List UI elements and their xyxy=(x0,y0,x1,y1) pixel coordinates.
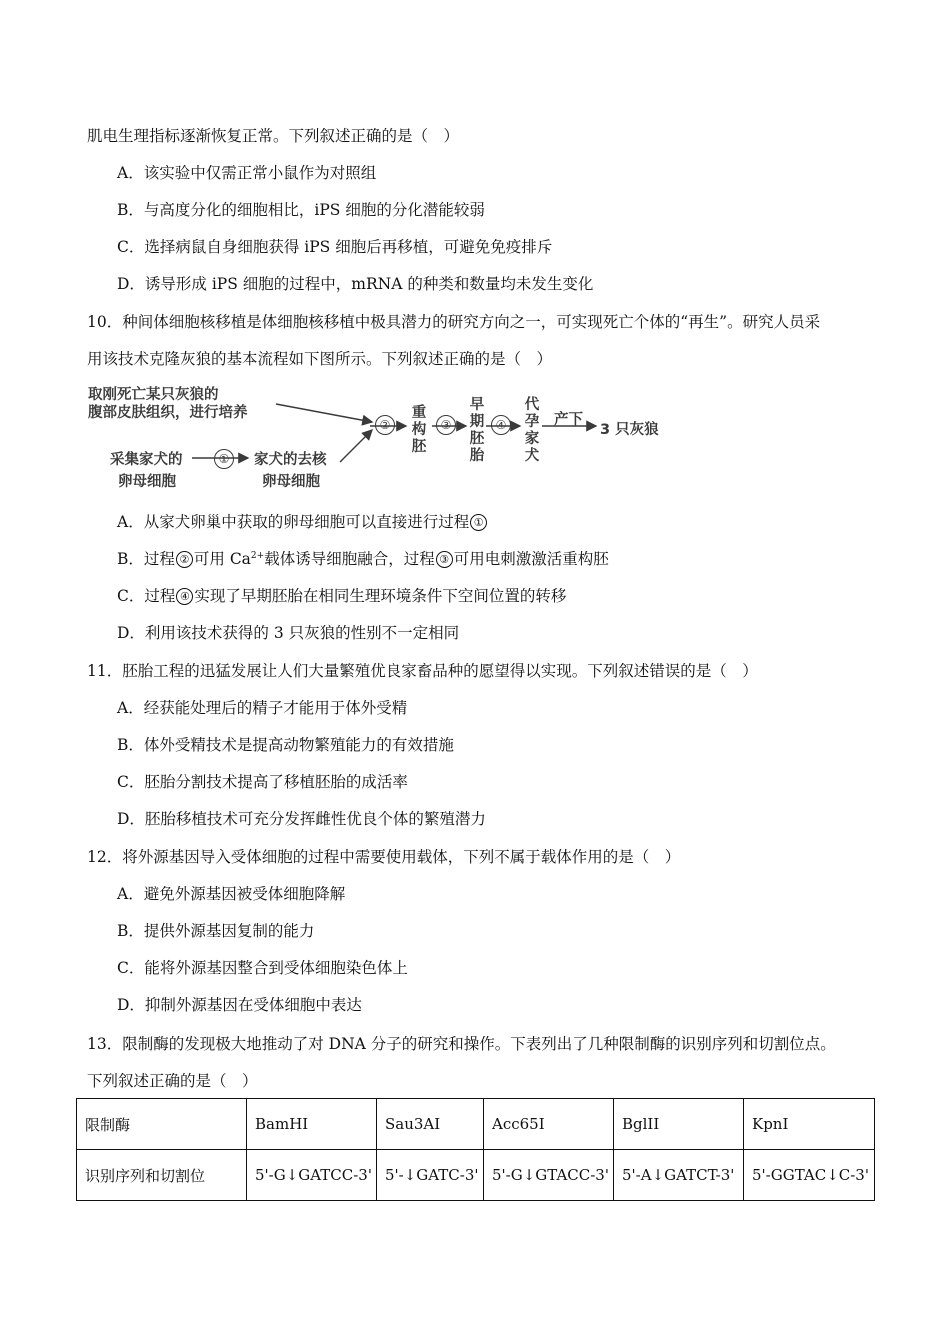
q10-option-c-text1: C．过程 xyxy=(117,587,176,605)
table-cell: KpnI xyxy=(744,1099,875,1150)
diagram-step2: ② xyxy=(375,415,395,435)
table-cell: 5'-G↓GATCC-3' xyxy=(247,1150,377,1201)
q10-option-a xyxy=(117,510,488,532)
q10-option-b-text4: 可用电刺激激活重构胚 xyxy=(453,550,609,568)
q10-option-d: D．利用该技术获得的 3 只灰狼的性别不一定相同 xyxy=(117,624,460,642)
q13-stem-line1: 13．限制酶的发现极大地推动了对 DNA 分子的研究和操作。下表列出了几种限制酶的识别序列和切割位点。 xyxy=(87,1035,836,1053)
q10-option-b-circle2: ② xyxy=(176,551,193,568)
q9-stem-tail: 肌电生理指标逐渐恢复正常。下列叙述正确的是（ ） xyxy=(87,127,460,145)
diagram-early-embryo: 早期胚胎 xyxy=(469,397,485,464)
table-cell: Acc65I xyxy=(484,1099,614,1150)
q9-option-a: A．该实验中仅需正常小鼠作为对照组 xyxy=(117,164,377,182)
q9-option-c: C．选择病鼠自身细胞获得 iPS 细胞后再移植，可避免免疫排斥 xyxy=(117,238,553,256)
diagram-result: 3 只灰狼 xyxy=(600,422,659,438)
q10-option-c-circle4: ④ xyxy=(176,588,193,605)
diagram-reconstructed-embryo: 重构胚 xyxy=(411,405,427,455)
table-cell: BamHI xyxy=(247,1099,377,1150)
table-cell: 5'-G↓GTACC-3' xyxy=(484,1150,614,1201)
q12-option-d: D．抑制外源基因在受体细胞中表达 xyxy=(117,996,362,1014)
q11-option-c: C．胚胎分割技术提高了移植胚胎的成活率 xyxy=(117,773,408,791)
diagram-oocyte-line2: 卵母细胞 xyxy=(118,474,176,490)
diagram-enucleated-line2: 卵母细胞 xyxy=(262,474,320,490)
diagram-birth-label: 产下 xyxy=(554,412,583,428)
diagram-surrogate-dog: 代孕家犬 xyxy=(524,397,540,464)
q12-option-a: A．避免外源基因被受体细胞降解 xyxy=(117,885,346,903)
q12-option-c: C．能将外源基因整合到受体细胞染色体上 xyxy=(117,959,408,977)
q10-option-b-text2: 可用 Ca xyxy=(193,550,251,568)
table-cell: 识别序列和切割位 xyxy=(77,1150,247,1201)
table-row xyxy=(77,1150,875,1201)
q9-option-b: B．与高度分化的细胞相比，iPS 细胞的分化潜能较弱 xyxy=(117,201,485,219)
table-cell: 5'-↓GATC-3' xyxy=(377,1150,484,1201)
diagram-skin-source-line1: 取刚死亡某只灰狼的 xyxy=(88,387,219,403)
q13-stem-line2: 下列叙述正确的是（ ） xyxy=(87,1072,258,1090)
q11-option-a: A．经获能处理后的精子才能用于体外受精 xyxy=(117,699,408,717)
diagram-oocyte-line1: 采集家犬的 xyxy=(110,452,183,468)
q12-stem: 12．将外源基因导入受体细胞的过程中需要使用载体，下列不属于载体作用的是（ ） xyxy=(87,848,681,866)
table-cell: 5'-A↓GATCT-3' xyxy=(614,1150,744,1201)
q9-option-d: D．诱导形成 iPS 细胞的过程中，mRNA 的种类和数量均未发生变化 xyxy=(117,275,594,293)
q10-stem-line2: 用该技术克隆灰狼的基本流程如下图所示。下列叙述正确的是（ ） xyxy=(87,350,553,368)
table-cell: 限制酶 xyxy=(77,1099,247,1150)
table-cell: Sau3AI xyxy=(377,1099,484,1150)
table-cell: 5'-GGTAC↓C-3' xyxy=(744,1150,875,1201)
diagram-skin-source-line2: 腹部皮肤组织，进行培养 xyxy=(88,405,248,421)
q10-option-b-text3: 载体诱导细胞融合，过程 xyxy=(264,550,435,568)
q10-option-b-circle3: ③ xyxy=(436,551,453,568)
q10-option-c xyxy=(117,584,566,606)
q11-option-d: D．胚胎移植技术可充分发挥雌性优良个体的繁殖潜力 xyxy=(117,810,486,828)
q10-stem-line1: 10．种间体细胞核移植是体细胞核移植中极具潜力的研究方向之一，可实现死亡个体的“再生”。研究人员采 xyxy=(87,313,821,331)
diagram-step4: ④ xyxy=(491,415,511,435)
diagram-step3: ③ xyxy=(436,415,456,435)
q10-option-a-text: A．从家犬卵巢中获取的卵母细胞可以直接进行过程 xyxy=(117,513,470,531)
q11-stem: 11．胚胎工程的迅猛发展让人们大量繁殖优良家畜品种的愿望得以实现。下列叙述错误的是（ ） xyxy=(87,662,758,680)
arrow-skin-to-step2 xyxy=(276,404,372,422)
arrow-enucleated-to-step2 xyxy=(340,430,372,462)
table-cell: BglII xyxy=(614,1099,744,1150)
q10-option-b xyxy=(117,547,609,569)
q12-option-b: B．提供外源基因复制的能力 xyxy=(117,922,315,940)
restriction-enzyme-table xyxy=(76,1098,875,1201)
cloning-flow-diagram xyxy=(88,380,678,492)
q11-option-b: B．体外受精技术是提高动物繁殖能力的有效措施 xyxy=(117,736,454,754)
diagram-step1: ① xyxy=(214,449,234,469)
q10-option-b-superscript: 2+ xyxy=(250,550,265,561)
q10-option-c-text2: 实现了早期胚胎在相同生理环境条件下空间位置的转移 xyxy=(194,587,567,605)
table-header-row xyxy=(77,1099,875,1150)
q10-option-b-text1: B．过程 xyxy=(117,550,175,568)
q10-option-a-circle1: ① xyxy=(470,514,487,531)
diagram-enucleated-line1: 家犬的去核 xyxy=(254,452,327,468)
